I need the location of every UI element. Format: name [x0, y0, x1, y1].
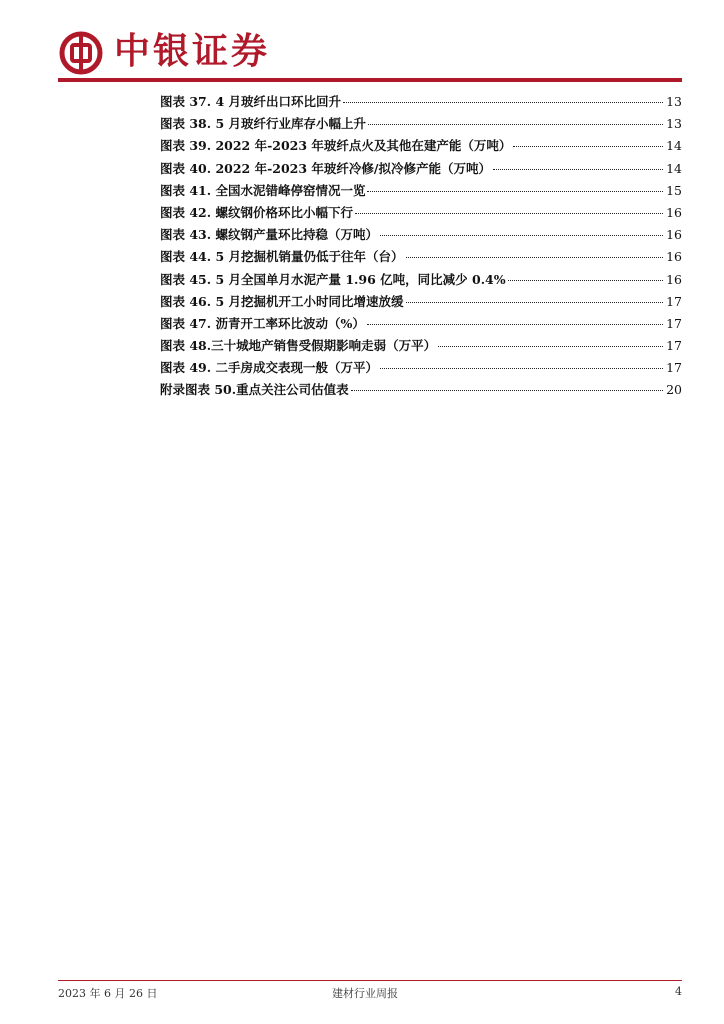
toc-item[interactable]: [160, 136, 682, 158]
toc-item[interactable]: [160, 225, 682, 247]
toc-leader-dots: [508, 280, 663, 281]
toc-item-title[interactable]: 图表 40. 2022 年-2023 年玻纤冷修/拟冷修产能（万吨）: [160, 160, 491, 176]
footer-divider: [58, 980, 682, 981]
company-logo-text: 中银证券: [114, 31, 271, 72]
toc-item[interactable]: [160, 203, 682, 225]
toc-item[interactable]: [160, 114, 682, 136]
toc-item-title[interactable]: 图表 45. 5 月全国单月水泥产量 1.96 亿吨，同比减少 0.4%: [160, 271, 506, 287]
bank-of-china-logo-icon: [58, 30, 104, 76]
table-of-figures: [160, 92, 682, 403]
toc-leader-dots: [368, 124, 663, 125]
toc-leader-dots: [351, 390, 663, 391]
toc-item-page[interactable]: 16: [666, 271, 682, 287]
toc-item[interactable]: [160, 314, 682, 336]
footer-report-title: 建材行业周报: [332, 987, 398, 1000]
toc-leader-dots: [355, 213, 663, 214]
toc-item[interactable]: [160, 181, 682, 203]
toc-leader-dots: [367, 324, 663, 325]
footer-date: 2023 年 6 月 26 日: [58, 987, 158, 1000]
toc-item-title[interactable]: 图表 43. 螺纹钢产量环比持稳（万吨）: [160, 227, 378, 243]
toc-item-page[interactable]: 17: [666, 315, 682, 331]
toc-item-title[interactable]: 图表 37. 4 月玻纤出口环比回升: [160, 94, 342, 109]
toc-item-title[interactable]: 附录图表 50.重点关注公司估值表: [160, 382, 349, 398]
toc-leader-dots: [406, 257, 664, 258]
toc-leader-dots: [493, 169, 663, 170]
toc-item-page[interactable]: 13: [666, 94, 682, 109]
toc-leader-dots: [406, 302, 664, 303]
toc-item-page[interactable]: 16: [666, 227, 682, 243]
toc-item[interactable]: [160, 336, 682, 358]
toc-item-title[interactable]: 图表 44. 5 月挖掘机销量仍低于往年（台）: [160, 249, 404, 265]
toc-item-page[interactable]: 13: [666, 116, 682, 132]
toc-leader-dots: [513, 146, 663, 147]
toc-item-page[interactable]: 17: [666, 360, 682, 376]
toc-item[interactable]: [160, 358, 682, 380]
toc-item-page[interactable]: 20: [666, 382, 682, 398]
toc-item-page[interactable]: 17: [666, 338, 682, 354]
toc-item-page[interactable]: 14: [666, 138, 682, 154]
toc-item-page[interactable]: 14: [666, 160, 682, 176]
toc-item-title[interactable]: 图表 39. 2022 年-2023 年玻纤点火及其他在建产能（万吨）: [160, 138, 512, 154]
toc-item-title[interactable]: 图表 46. 5 月挖掘机开工小时同比增速放缓: [160, 293, 404, 309]
page-header: [58, 28, 682, 76]
toc-item-title[interactable]: 图表 38. 5 月玻纤行业库存小幅上升: [160, 116, 367, 132]
toc-item-title[interactable]: 图表 42. 螺纹钢价格环比小幅下行: [160, 204, 353, 220]
header-divider: [58, 78, 682, 82]
footer-page-number: 4: [675, 985, 682, 998]
toc-leader-dots: [438, 346, 663, 347]
toc-item[interactable]: [160, 247, 682, 269]
toc-item-page[interactable]: 16: [666, 249, 682, 265]
toc-item[interactable]: [160, 270, 682, 292]
toc-item-page[interactable]: 16: [666, 204, 682, 220]
toc-leader-dots: [343, 102, 663, 103]
toc-item-title[interactable]: 图表 48.三十城地产销售受假期影响走弱（万平）: [160, 338, 437, 354]
toc-item[interactable]: [160, 292, 682, 314]
toc-leader-dots: [380, 368, 663, 369]
toc-leader-dots: [367, 191, 663, 192]
toc-item[interactable]: [160, 92, 682, 114]
toc-item-page[interactable]: 17: [666, 293, 682, 309]
toc-item[interactable]: [160, 159, 682, 181]
toc-leader-dots: [380, 235, 663, 236]
toc-item[interactable]: [160, 380, 682, 402]
toc-item-page[interactable]: 15: [666, 182, 682, 198]
toc-item-title[interactable]: 图表 49. 二手房成交表现一般（万平）: [160, 360, 378, 376]
toc-item-title[interactable]: 图表 41. 全国水泥错峰停窑情况一览: [160, 182, 366, 198]
toc-item-title[interactable]: 图表 47. 沥青开工率环比波动（%）: [160, 315, 365, 331]
